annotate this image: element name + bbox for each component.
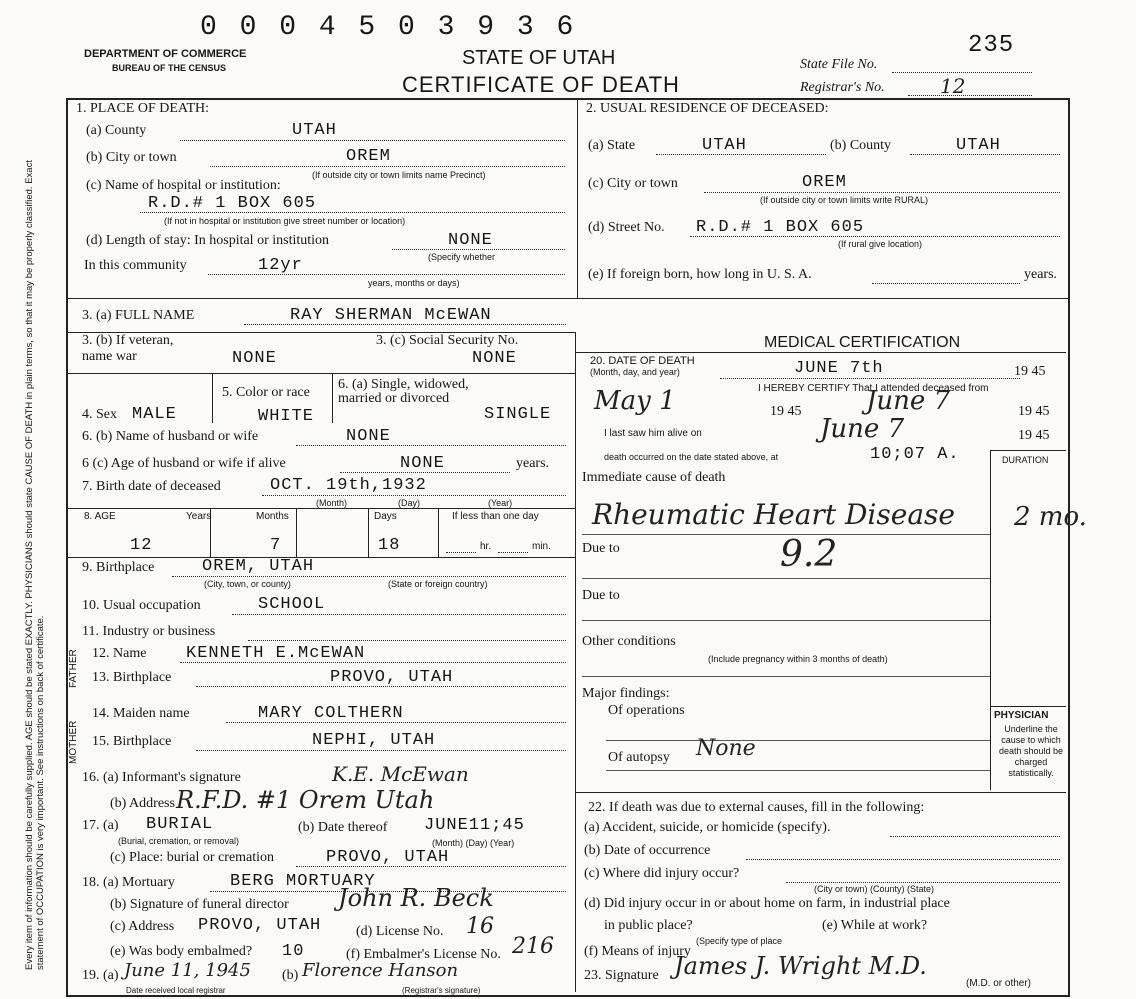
external-d-note: (Specify type of place [696,936,783,946]
mother-birthplace: NEPHI, UTAH [312,731,436,750]
age-months: 7 [270,536,282,555]
autopsy-label: Of autopsy [608,750,670,765]
due-to-1: 9.2 [780,534,838,575]
other-conditions-note: (Include pregnancy within 3 months of death) [708,654,888,664]
res-street-label: (d) Street No. [588,220,665,235]
foreign-label: (e) If foreign born, how long in U. S. A. [588,267,812,282]
death-date-note: (Month, day, and year) [590,367,680,377]
registrar-number: 12 [940,74,966,98]
hr-label: hr. [480,541,492,552]
informant-label: 16. (a) Informant's signature [82,770,241,785]
marital-label: 6. (a) Single, widowed, married or divorced [338,377,469,406]
spouse-label: 6. (b) Name of husband or wife [82,429,259,444]
burial-place: PROVO, UTAH [326,848,450,867]
veteran-label: 3. (b) If veteran, name war [82,333,174,364]
last-saw-year: 19 45 [1018,428,1050,443]
res-county-label: (b) County [830,138,892,153]
birthplace-label: 9. Birthplace [82,560,155,575]
burial-place-label: (c) Place: burial or cremation [110,850,275,865]
age-years: 12 [130,536,153,555]
mortuary-label: 18. (a) Mortuary [82,875,175,890]
informant-address-label: (b) Address [110,796,175,811]
age-months-label: Months [256,511,289,522]
stay-note: (Specify whether [428,252,496,262]
document-title: CERTIFICATE OF DEATH [402,72,680,97]
race: WHITE [258,407,315,426]
father-birthplace-label: 13. Birthplace [92,670,172,685]
external-e: (e) While at work? [822,918,928,933]
res-city-label: (c) City or town [588,176,678,191]
attended-to-year: 19 45 [1018,404,1050,419]
res-city: OREM [802,173,847,192]
physician-signature: James J. Wright M.D. [674,952,927,980]
spouse-age: NONE [400,454,445,473]
father-name: KENNETH E.McEWAN [186,644,366,663]
death-city-note: (If outside city or town limits name Precinct) [312,170,486,180]
res-city-note: (If outside city or town limits write RURAL) [760,195,929,205]
director-signature-label: (b) Signature of funeral director [110,897,289,912]
stay: NONE [448,231,493,250]
director-signature: John R. Beck [338,884,494,912]
external-a: (a) Accident, suicide, or homicide (specify). [584,820,831,835]
father-tag: FATHER [68,649,79,688]
received-note: Date received local registrar [126,986,226,995]
immediate-cause: Rheumatic Heart Disease [592,498,955,531]
license-label: (d) License No. [356,924,444,939]
death-year: 19 45 [1014,364,1046,379]
mother-tag: MOTHER [68,720,79,764]
social-security: NONE [472,349,517,368]
death-date: JUNE 7th [794,359,884,378]
signature-suffix: (M.D. or other) [966,978,1032,989]
due-to-label-2: Due to [582,588,620,603]
external-f: (f) Means of injury [584,944,691,959]
death-city: OREM [346,147,391,166]
father-name-label: 12. Name [92,646,147,661]
attended-from-year: 19 45 [770,404,802,419]
received-date: June 11, 1945 [124,960,251,981]
father-birthplace: PROVO, UTAH [330,668,454,687]
director-address: PROVO, UTAH [198,916,322,935]
birthplace-note-city: (City, town, or county) [204,579,291,589]
external-b: (b) Date of occurrence [584,843,711,858]
embalmer-license-label: (f) Embalmer's License No. [346,947,501,962]
embalmer-license: 216 [512,934,554,959]
occurred-label: death occurred on the date stated above, at [604,452,779,462]
burial-label: 17. (a) [82,818,119,833]
certify-text: I HEREBY CERTIFY That I attended deceased from [758,383,989,394]
major-findings-label: Major findings: [582,686,670,701]
res-street: R.D.# 1 BOX 605 [696,218,865,237]
age-label: 8. AGE [84,511,116,522]
community-label: In this community [84,258,187,273]
spouse: NONE [346,427,391,446]
birthplace-note-state: (State or foreign country) [388,579,488,589]
burial-note: (Burial, cremation, or removal) [118,836,240,846]
stay-label: (d) Length of stay: In hospital or institution [86,233,330,248]
res-state-label: (a) State [588,138,636,153]
department-line: DEPARTMENT OF COMMERCE [84,48,247,60]
spouse-age-label: 6 (c) Age of husband or wife if alive [82,456,286,471]
burial: BURIAL [146,815,214,834]
signature-label: 23. Signature [584,968,659,983]
min-label: min. [532,541,551,552]
death-city-label: (b) City or town [86,150,177,165]
res-state: UTAH [702,136,747,155]
medical-heading: MEDICAL CERTIFICATION [764,334,961,351]
serial-number: 0 0 0 4 5 0 3 9 3 6 [200,12,577,43]
age-less-label: If less than one day [452,511,539,522]
license: 16 [466,914,494,939]
external-d2: in public place? [604,918,693,933]
attended-from: May 1 [594,386,676,416]
burial-date-label: (b) Date thereof [298,820,388,835]
veteran: NONE [232,349,277,368]
age-days-label: Days [374,511,397,522]
external-d: (d) Did injury occur in or about home on farm, in industrial place [584,896,950,911]
registrar-label: Registrar's No. [800,80,885,95]
due-to-label-1: Due to [582,541,620,556]
sex: MALE [132,405,177,424]
local-registrar-sig-label: (b) [282,968,299,983]
physician-note: Underline the cause to which death should be charged statistically. [998,724,1064,778]
full-name-label: 3. (a) FULL NAME [82,308,195,323]
informant-signature: K.E. McEwan [332,762,469,786]
mother-name: MARY COLTHERN [258,704,404,723]
embalmed: 10 [282,942,305,961]
res-street-note: (If rural give location) [838,239,923,249]
external-c-note: (City or town) (County) (State) [814,884,935,894]
last-saw-date: June 7 [820,414,905,444]
death-county-label: (a) County [86,123,147,138]
res-county: UTAH [956,136,1001,155]
hospital-label: (c) Name of hospital or institution: [86,178,281,193]
place-of-death-heading: 1. PLACE OF DEATH: [76,101,210,116]
burial-date: JUNE11;45 [424,816,525,835]
mother-birthplace-label: 15. Birthplace [92,734,172,749]
attended-to: June 7 [866,386,951,416]
race-label: 5. Color or race [222,385,310,400]
immediate-cause-label: Immediate cause of death [582,470,726,485]
occupation: SCHOOL [258,595,326,614]
duration-value: 2 mo. [1014,502,1087,532]
birthplace: OREM, UTAH [202,557,315,576]
local-registrar-note: (Registrar's signature) [402,986,481,995]
spouse-age-unit: years. [516,456,550,471]
marital: SINGLE [484,405,552,424]
mortuary: BERG MORTUARY [230,872,376,891]
other-conditions-label: Other conditions [582,634,676,649]
occupation-label: 10. Usual occupation [82,598,201,613]
margin-instructions: Every item of information should be carefully supplied. AGE should be stated EXACTLY. PHYSICIANS should state CAUSE OF DEATH in plain terms, so that it may be properly classified. Exact statement of OCCUPATION is very important. See instructions on back of certificate. [24,160,46,970]
embalmed-label: (e) Was body embalmed? [110,944,253,959]
community-note: years, months or days) [368,278,460,288]
birth-month-note: (Month) [316,498,348,508]
industry-label: 11. Industry or business [82,624,216,639]
residence-heading: 2. USUAL RESIDENCE OF DECEASED: [586,101,829,116]
death-time: 10;07 A. [870,445,960,464]
operations-label: Of operations [608,703,685,718]
age-years-label: Years [186,511,212,522]
state-file-label: State File No. [800,57,878,72]
external-c: (c) Where did injury occur? [584,866,740,881]
hospital-note: (If not in hospital or institution give street number or location) [164,216,406,226]
informant-address: R.F.D. #1 Orem Utah [176,786,435,814]
received-label: 19. (a) [82,968,119,983]
external-causes-label: 22. If death was due to external causes, fill in the following: [588,800,925,815]
mother-name-label: 14. Maiden name [92,706,190,721]
last-saw-label: I last saw him alive on [604,428,702,439]
birth-date: OCT. 19th,1932 [270,476,427,495]
duration-header: DURATION [1002,455,1049,465]
sex-label: 4. Sex [82,407,117,422]
physician-header: PHYSICIAN [994,710,1049,721]
death-county: UTAH [292,121,337,140]
state-heading: STATE OF UTAH [462,47,616,69]
birth-date-label: 7. Birth date of deceased [82,479,221,494]
bureau-line: BUREAU OF THE CENSUS [112,63,227,73]
local-registrar-signature: Florence Hanson [302,960,459,981]
social-security-label: 3. (c) Social Security No. [376,333,519,348]
age-days: 18 [378,536,401,555]
burial-date-note: (Month) (Day) (Year) [432,838,515,848]
death-date-label: 20. DATE OF DEATH [590,355,695,367]
state-file-number: 235 [968,32,1015,59]
full-name: RAY SHERMAN McEWAN [290,306,492,325]
community: 12yr [258,256,303,275]
birth-year-note: (Year) [488,498,513,508]
foreign-unit: years. [1024,267,1058,282]
hospital: R.D.# 1 BOX 605 [148,194,317,213]
birth-day-note: (Day) [398,498,420,508]
autopsy: None [696,736,756,761]
director-address-label: (c) Address [110,919,175,934]
